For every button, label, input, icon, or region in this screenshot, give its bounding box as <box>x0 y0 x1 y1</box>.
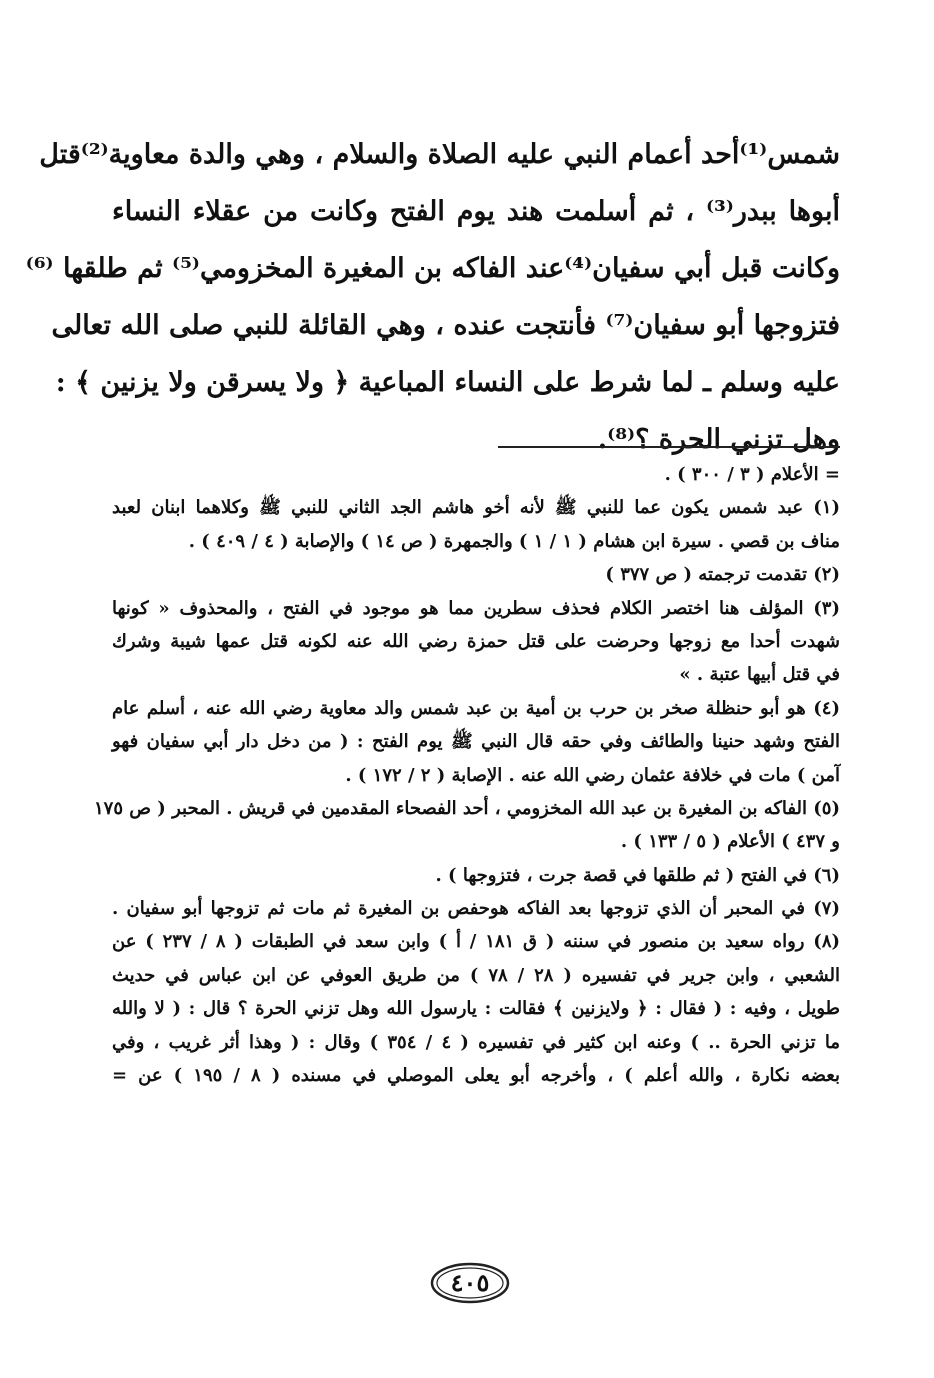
main-text-line: وكانت قبل أبي سفيان⁽⁴⁾عند الفاكه بن المغيرة المخزومي⁽⁵⁾ ثم طلقها ⁽⁶⁾ <box>25 253 840 284</box>
footnote-line: و ٤٣٧ ) الأعلام ( ٥ / ١٣٣ ) . <box>620 831 840 853</box>
main-text-line: فتزوجها أبو سفيان⁽⁷⁾ فأنتجت عنده ، وهي القائلة للنبي صلى الله تعالى <box>51 310 840 341</box>
footnote-line: شهدت أحدا مع زوجها وحرضت على قتل حمزة رضي الله عنه لكونه قتل عمها شيبة وشرك <box>112 630 840 652</box>
footnote-line: (٥) الفاكه بن المغيرة بن عبد الله المخزومي ، أحد الفصحاء المقدمين في قريش . المحبر ( ص ١٧٥ <box>93 797 840 819</box>
footnotes-block <box>93 458 841 1092</box>
main-text-line: أبوها ببدر⁽³⁾ ، ثم أسلمت هند يوم الفتح وكانت من عقلاء النساء <box>112 196 840 227</box>
footnote-line: (٨) رواه سعيد بن منصور في سننه ( ق ١٨١ / أ ) وابن سعد في الطبقات ( ٨ / ٢٣٧ ) عن <box>112 931 841 953</box>
page-number: ٤٠٥ <box>450 1268 490 1297</box>
footnote-line: (١) عبد شمس يكون عما للنبي ﷺ لأنه أخو هاشم الجد الثاني للنبي ﷺ وكلاهما ابنان لعبد <box>112 497 840 519</box>
footnote-separator-rule <box>498 446 840 448</box>
page-number-badge <box>428 1258 512 1308</box>
footnote-line: (٢) تقدمت ترجمته ( ص ٣٧٧ ) <box>605 564 840 586</box>
footnote-line: (٦) في الفتح ( ثم طلقها في قصة جرت ، فتزوجها ) . <box>435 864 840 886</box>
footnote-line: آمن ) مات في خلافة عثمان رضي الله عنه . الإصابة ( ٢ / ١٧٢ ) . <box>345 764 840 786</box>
footnote-line: بعضه نكارة ، والله أعلم ) ، وأخرجه أبو يعلى الموصلي في مسنده ( ٨ / ١٩٥ ) عن = <box>112 1065 840 1087</box>
footnote-line: (٧) في المحبر أن الذي تزوجها بعد الفاكه هوحفص بن المغيرة ثم مات ثم تزوجها أبو سفيان . <box>112 898 840 920</box>
main-text-line: وهل تزني الحرة ؟⁽⁸⁾. <box>597 424 840 455</box>
footnote-line: الفتح وشهد حنينا والطائف وفي حقه قال النبي ﷺ يوم الفتح : ( من دخل دار أبي سفيان فهو <box>112 731 840 753</box>
footnote-line: (٤) هو أبو حنظلة صخر بن حرب بن أمية بن عبد شمس والد معاوية رضي الله عنه ، أسلم عام <box>112 697 840 719</box>
footnote-line: طويل ، وفيه : ( فقال : ﴿ ولايزنين ﴾ فقالت : يارسول الله وهل تزني الحرة ؟ قال : ( لا والله <box>112 998 840 1020</box>
footnote-line: = الأعلام ( ٣ / ٣٠٠ ) . <box>664 464 840 485</box>
main-text-line: عليه وسلم ـ لما شرط على النساء المباعية ﴿ ولا يسرقن ولا يزنين ﴾ : <box>55 367 840 398</box>
main-text-block <box>25 126 840 468</box>
footnote-line: مناف بن قصي . سيرة ابن هشام ( ١ / ١ ) والجمهرة ( ص ١٤ ) والإصابة ( ٤ / ٤٠٩ ) . <box>188 530 840 552</box>
footnote-line: في قتل أبيها عتبة . » <box>679 664 840 686</box>
footnote-line: (٣) المؤلف هنا اختصر الكلام فحذف سطرين مما هو موجود في الفتح ، والمحذوف « كونها <box>112 597 840 619</box>
footnote-line: الشعبي ، وابن جرير في تفسيره ( ٢٨ / ٧٨ ) من طريق العوفي عن ابن عباس في حديث <box>112 964 840 986</box>
footnote-line: ما تزني الحرة .. ) وعنه ابن كثير في تفسيره ( ٤ / ٣٥٤ ) وقال : ( وهذا أثر غريب ، وفي <box>112 1031 841 1053</box>
main-text-line: شمس⁽¹⁾أحد أعمام النبي عليه الصلاة والسلام ، وهي والدة معاوية⁽²⁾قتل <box>39 139 840 170</box>
